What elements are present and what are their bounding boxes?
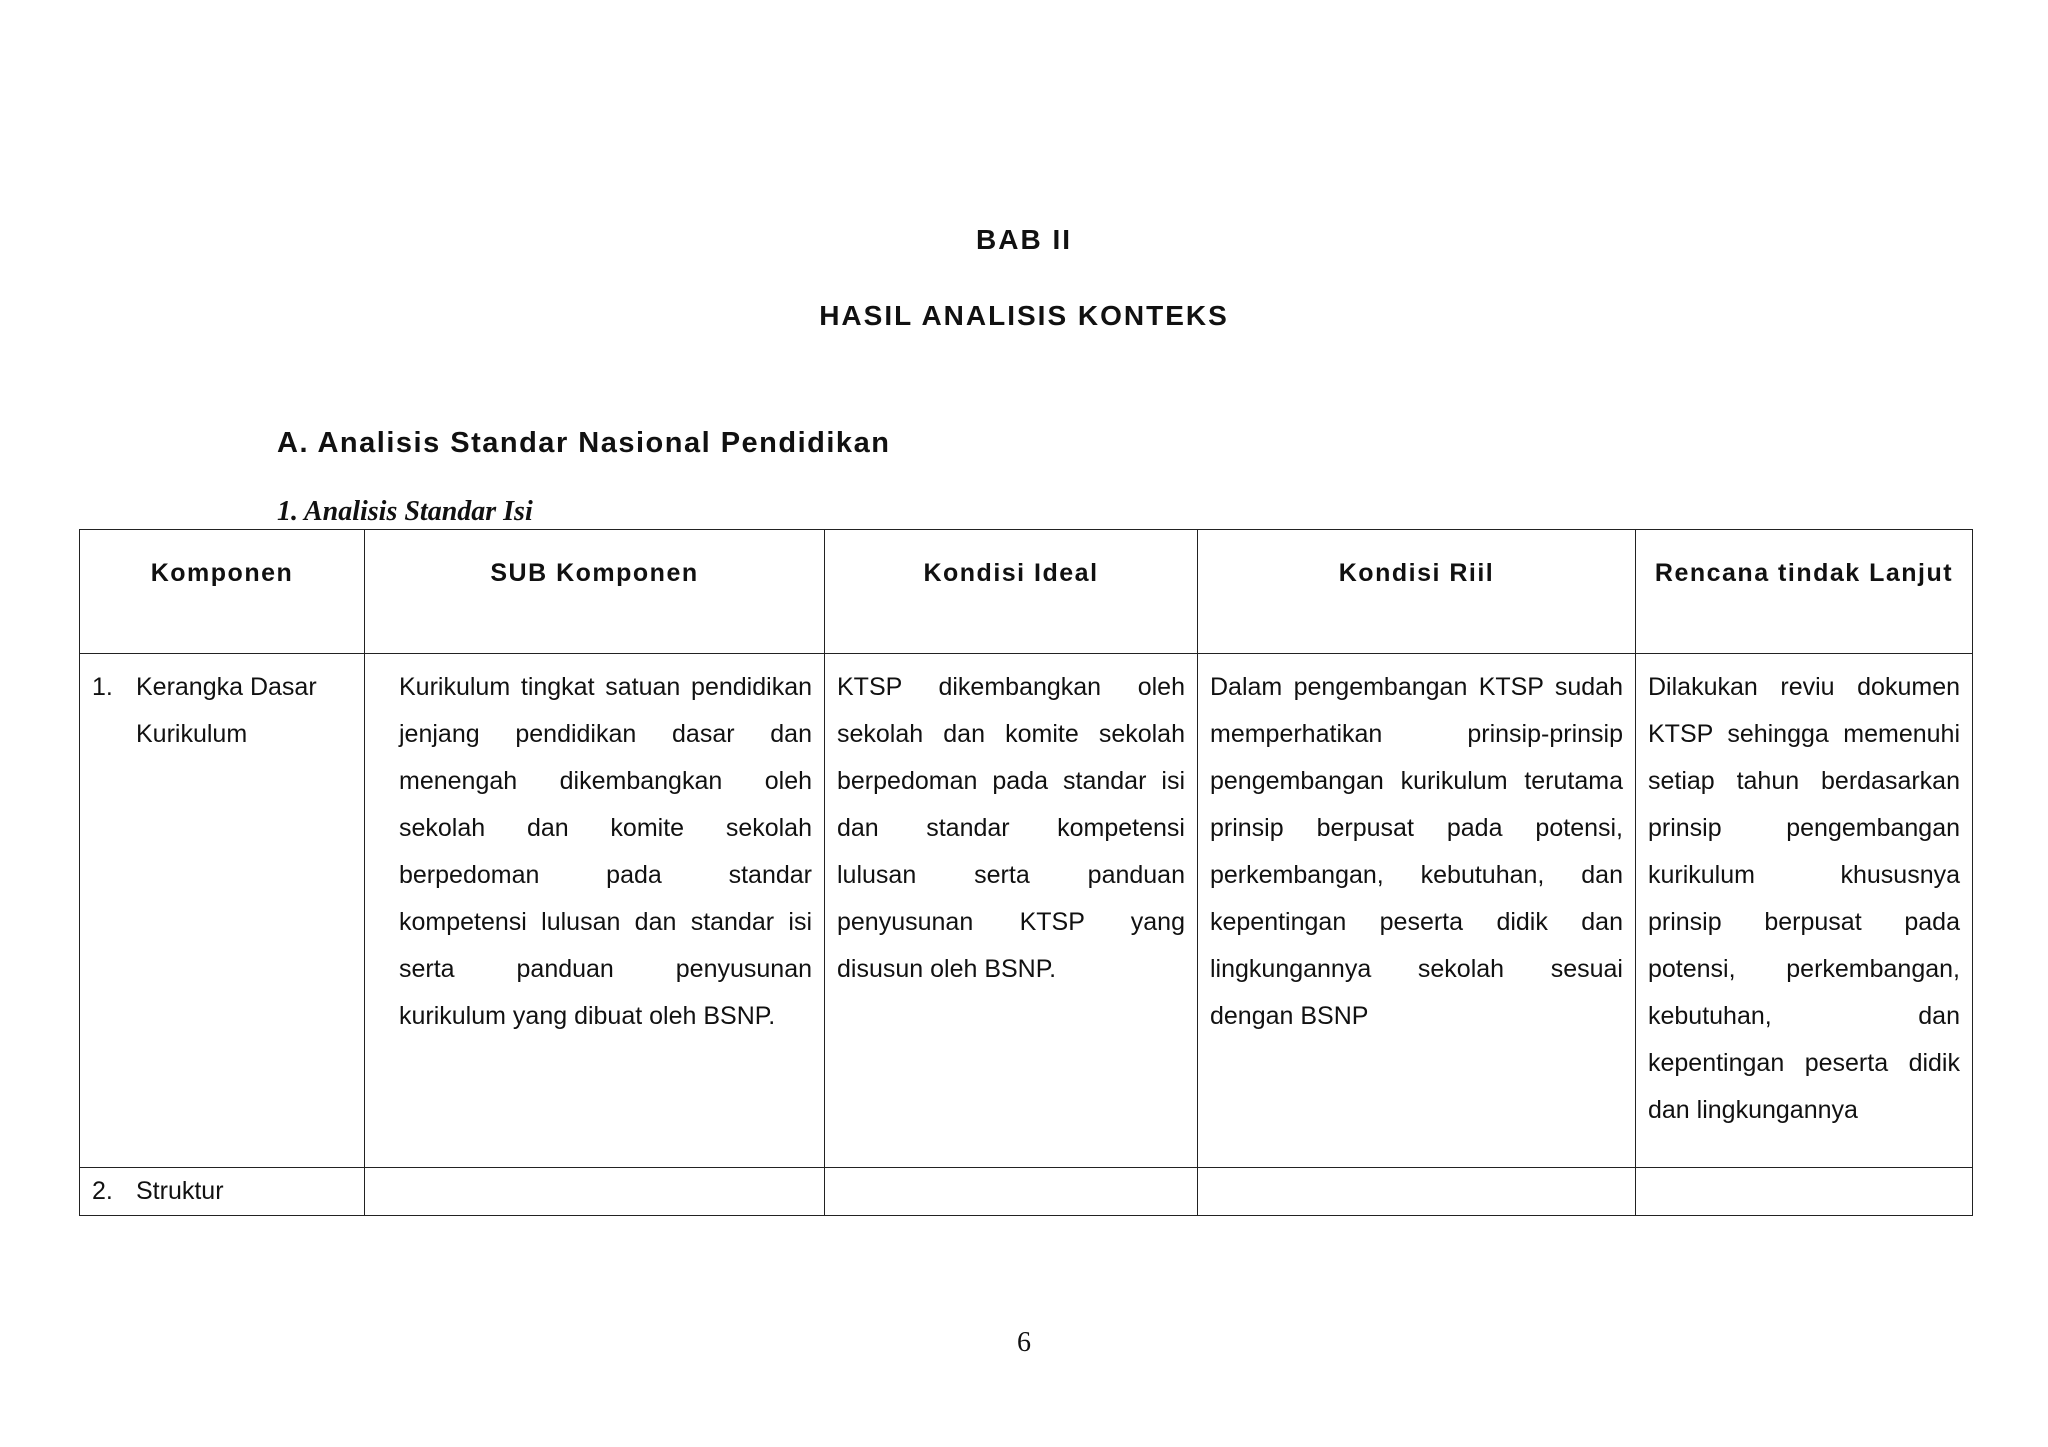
section-heading: A. Analisis Standar Nasional Pendidikan [277, 427, 891, 459]
row-number: 2. [92, 1177, 113, 1205]
cell-komponen [80, 654, 365, 1168]
header-kondisi-riil: Kondisi Riil [1198, 530, 1636, 654]
cell-rencana: Dilakukan reviu dokumen KTSP sehingga memenuhi setiap tahun berdasarkan prinsip pengembangan kurikulum khususnya prinsip berpusat pada potensi, perkembangan, kebutuhan, dan kepentingan peserta didik dan lingkungannya [1636, 654, 1973, 1168]
table-header-row [80, 530, 1973, 654]
header-sub-komponen: SUB Komponen [365, 530, 825, 654]
komponen-text: Kerangka Dasar Kurikulum [136, 673, 317, 748]
cell-sub-komponen: Kurikulum tingkat satuan pendidikan jenjang pendidikan dasar dan menengah dikembangkan oleh sekolah dan komite sekolah berpedoman pada standar kompetensi lulusan dan standar isi serta panduan penyusunan kurikulum yang dibuat oleh BSNP. [365, 654, 825, 1168]
chapter-number: BAB II [976, 224, 1072, 255]
cell-sub-komponen [365, 1168, 825, 1216]
komponen-text: Struktur [136, 1177, 224, 1205]
cell-kondisi-riil [1198, 1168, 1636, 1216]
analysis-table [79, 529, 1973, 1216]
row-number: 1. [92, 673, 113, 701]
cell-kondisi-riil: Dalam pengembangan KTSP sudah memperhatikan prinsip-prinsip pengembangan kurikulum terutama prinsip berpusat pada potensi, perkembangan, kebutuhan, dan kepentingan peserta didik dan lingkungannya sekolah sesuai dengan BSNP [1198, 654, 1636, 1168]
table-row [80, 654, 1973, 1168]
subsection-heading: 1. Analisis Standar Isi [277, 496, 533, 527]
header-kondisi-ideal: Kondisi Ideal [825, 530, 1198, 654]
cell-kondisi-ideal: KTSP dikembangkan oleh sekolah dan komite sekolah berpedoman pada standar isi dan standar kompetensi lulusan serta panduan penyusunan KTSP yang disusun oleh BSNP. [825, 654, 1198, 1168]
cell-komponen [80, 1168, 365, 1216]
cell-kondisi-ideal [825, 1168, 1198, 1216]
chapter-title: HASIL ANALISIS KONTEKS [819, 300, 1229, 331]
page-number: 6 [1017, 1327, 1031, 1358]
table-row [80, 1168, 1973, 1216]
cell-rencana [1636, 1168, 1973, 1216]
header-rencana: Rencana tindak Lanjut [1636, 530, 1973, 654]
header-komponen: Komponen [80, 530, 365, 654]
